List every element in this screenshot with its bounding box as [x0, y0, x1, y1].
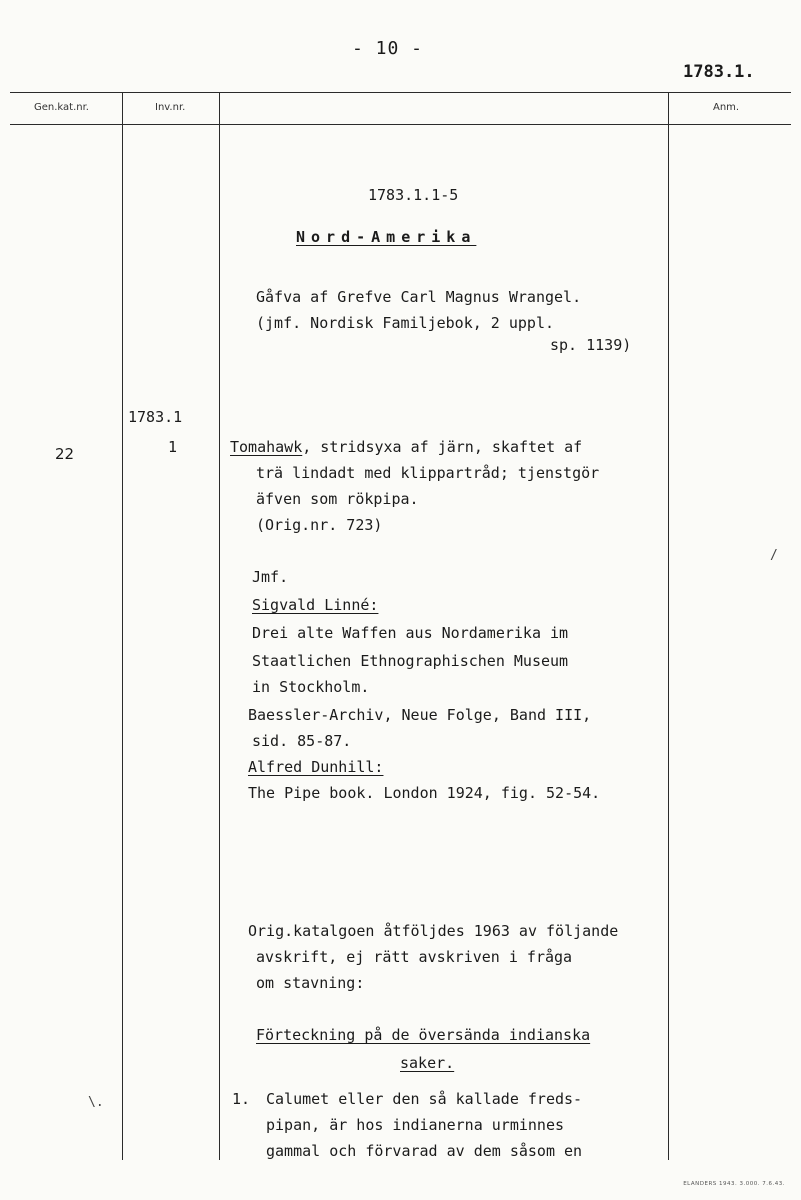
reference-work-1-line-3: in Stockholm. [252, 678, 370, 696]
entry-description-line-3: äfven som rökpipa. [256, 490, 419, 508]
list-item-number-1: 1. [232, 1090, 251, 1108]
gen-kat-number: 22 [55, 445, 75, 463]
reference-work-1-line-2: Staatlichen Ethnographischen Museum [252, 652, 569, 670]
reference-author-1: Sigvald Linné: [252, 596, 379, 614]
column-header-anm: Anm. [713, 102, 740, 113]
note-line-3: om stavning: [256, 974, 365, 992]
scan-mark: \. [88, 1095, 104, 1110]
entry-description-line-1 [230, 440, 582, 455]
list-title-line-2: saker. [400, 1054, 455, 1072]
column-divider-text-anm [668, 92, 669, 1160]
catalog-id: 1783.1. [683, 62, 755, 82]
note-line-2: avskrift, ej rätt avskriven i fråga [256, 948, 573, 966]
reference-line-1: (jmf. Nordisk Familjebok, 2 uppl. [256, 314, 555, 332]
list-item-1-line-1: Calumet eller den så kallade freds- [266, 1090, 583, 1108]
entry-description-line-1-rest: , stridsyxa af järn, skaftet af [302, 438, 583, 456]
table-header-rule [10, 124, 791, 125]
table-top-rule [10, 92, 791, 93]
reference-work-1-line-4: Baessler-Archiv, Neue Folge, Band III, [248, 706, 592, 724]
inventory-group: 1783.1 [128, 408, 183, 426]
printer-imprint: ELANDERS 1943. 3.000. 7.6.43. [683, 1181, 785, 1187]
note-line-1: Orig.katalgoen åtföljdes 1963 av följande [248, 922, 619, 940]
donor-line: Gåfva af Grefve Carl Magnus Wrangel. [256, 288, 582, 306]
reference-work-2: The Pipe book. London 1924, fig. 52-54. [248, 784, 601, 802]
compare-label: Jmf. [252, 568, 289, 586]
region-title: Nord-Amerika [296, 228, 477, 246]
column-divider-inv-text [219, 92, 220, 1160]
column-header-gen-kat-nr: Gen.kat.nr. [34, 102, 89, 113]
original-number: (Orig.nr. 723) [256, 516, 383, 534]
reference-author-2: Alfred Dunhill: [248, 758, 384, 776]
entry-title: Tomahawk [230, 438, 303, 456]
column-header-inv-nr: Inv.nr. [155, 102, 186, 113]
list-title-line-1: Förteckning på de översända indianska [256, 1026, 591, 1044]
list-item-1-line-3: gammal och förvarad av dem såsom en [266, 1142, 583, 1160]
reference-work-1-line-1: Drei alte Waffen aus Nordamerika im [252, 624, 569, 642]
page-number: - 10 - [352, 38, 424, 59]
inventory-item: 1 [168, 438, 178, 456]
scan-mark: / [770, 548, 778, 563]
column-divider-gen-inv [122, 92, 123, 1160]
list-item-1-line-2: pipan, är hos indianerna urminnes [266, 1116, 565, 1134]
reference-line-2: sp. 1139) [550, 336, 632, 354]
collection-id: 1783.1.1-5 [368, 186, 459, 204]
entry-description-line-2: trä lindadt med klippartråd; tjenstgör [256, 464, 600, 482]
reference-work-1-line-5: sid. 85-87. [252, 732, 352, 750]
